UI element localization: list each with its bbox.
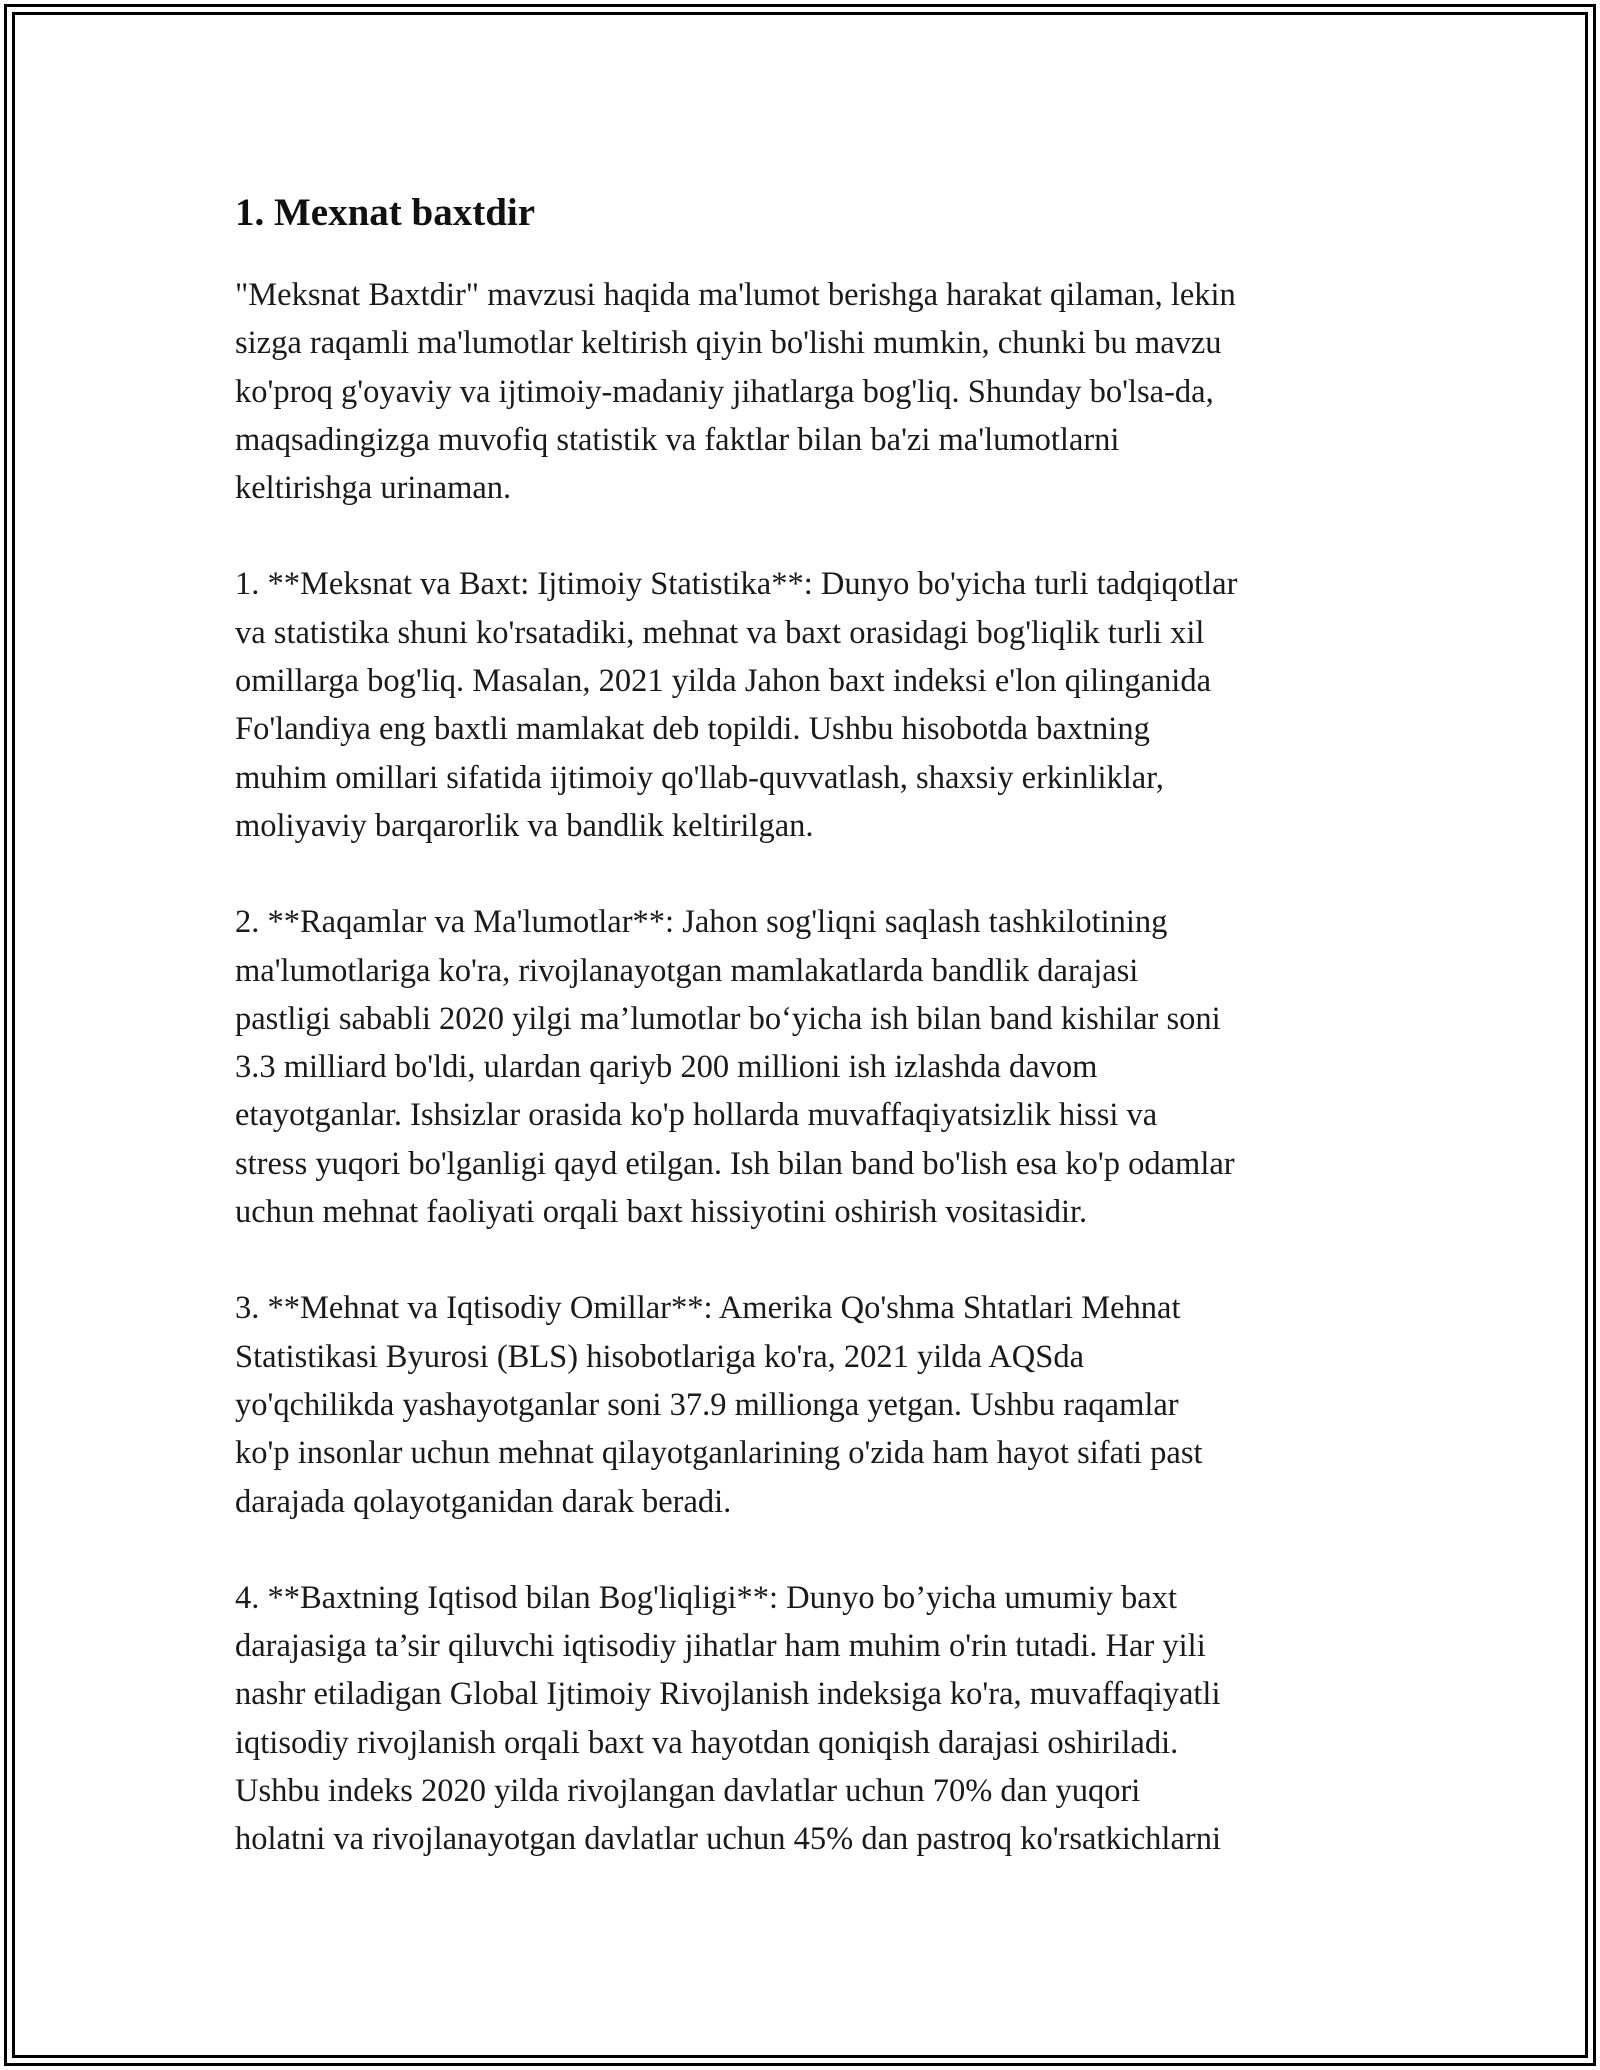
text-line: 3. **Mehnat va Iqtisodiy Omillar**: Amerika Qo'shma Shtatlari Mehnat <box>235 1290 1181 1327</box>
text-line: Fo'landiya eng baxtli mamlakat deb topildi. Ushbu hisobotda baxtning <box>235 711 1150 748</box>
paragraph-1 <box>235 560 1375 850</box>
text-line: holatni va rivojlanayotgan davlatlar uchun 45% dan pastroq ko'rsatkichlarni <box>235 1821 1221 1858</box>
text-line: etayotganlar. Ishsizlar orasida ko'p hollarda muvaffaqiyatsizlik hissi va <box>235 1097 1158 1134</box>
text-line: moliyaviy barqarorlik va bandlik keltirilgan. <box>235 807 814 844</box>
text-line: ko'proq g'oyaviy va ijtimoiy-madaniy jihatlarga bog'liq. Shunday bo'lsa-da, <box>235 373 1214 410</box>
text-line: 2. **Raqamlar va Ma'lumotlar**: Jahon sog'liqni saqlash tashkilotining <box>235 904 1168 941</box>
text-line: omillarga bog'liq. Masalan, 2021 yilda Jahon baxt indeksi e'lon qilinganida <box>235 663 1212 700</box>
text-line: 3.3 milliard bo'ldi, ulardan qariyb 200 millioni ish izlashda davom <box>235 1049 1098 1086</box>
text-line: Ushbu indeks 2020 yilda rivojlangan davlatlar uchun 70% dan yuqori <box>235 1773 1141 1810</box>
document-body <box>235 185 1375 1912</box>
paragraph-0 <box>235 271 1375 512</box>
paragraph-list <box>235 271 1375 1864</box>
text-line: maqsadingizga muvofiq statistik va faktlar bilan ba'zi ma'lumotlarni <box>235 421 1120 458</box>
text-line: Statistikasi Byurosi (BLS) hisobotlariga ko'ra, 2021 yilda AQSda <box>235 1338 1084 1375</box>
text-line: darajada qolayotganidan darak beradi. <box>235 1483 732 1520</box>
text-line: nashr etiladigan Global Ijtimoiy Rivojlanish indeksiga ko'ra, muvaffaqiyatli <box>235 1676 1221 1713</box>
paragraph-4 <box>235 1574 1375 1864</box>
text-line: ko'p insonlar uchun mehnat qilayotganlarining o'zida ham hayot sifati past <box>235 1435 1203 1472</box>
text-line: va statistika shuni ko'rsatadiki, mehnat va baxt orasidagi bog'liqlik turli xil <box>235 614 1205 651</box>
text-line: 1. **Meksnat va Baxt: Ijtimoiy Statistika**: Dunyo bo'yicha turli tadqiqotlar <box>235 566 1238 603</box>
document-title: 1. Mexnat baxtdir <box>235 191 536 234</box>
text-line: pastligi sababli 2020 yilgi ma’lumotlar bo‘yicha ish bilan band kishilar soni <box>235 1000 1221 1037</box>
text-line: darajasiga ta’sir qiluvchi iqtisodiy jihatlar ham muhim o'rin tutadi. Har yili <box>235 1628 1206 1665</box>
paragraph-2 <box>235 898 1375 1236</box>
text-line: yo'qchilikda yashayotganlar soni 37.9 millionga yetgan. Ushbu raqamlar <box>235 1386 1179 1423</box>
text-line: ma'lumotlariga ko'ra, rivojlanayotgan mamlakatlarda bandlik darajasi <box>235 952 1139 989</box>
text-line: uchun mehnat faoliyati orqali baxt hissiyotini oshirish vositasidir. <box>235 1194 1088 1231</box>
paragraph-3 <box>235 1284 1375 1525</box>
text-line: iqtisodiy rivojlanish orqali baxt va hayotdan qoniqish darajasi oshiriladi. <box>235 1724 1179 1761</box>
text-line: muhim omillari sifatida ijtimoiy qo'llab-quvvatlash, shaxsiy erkinliklar, <box>235 759 1164 796</box>
text-line: keltirishga urinaman. <box>235 470 512 507</box>
text-line: sizga raqamli ma'lumotlar keltirish qiyin bo'lishi mumkin, chunki bu mavzu <box>235 325 1222 362</box>
text-line: "Meksnat Baxtdir" mavzusi haqida ma'lumot berishga harakat qilaman, lekin <box>235 277 1236 313</box>
text-line: stress yuqori bo'lganligi qayd etilgan. Ish bilan band bo'lish esa ko'p odamlar <box>235 1145 1235 1182</box>
text-line: 4. **Baxtning Iqtisod bilan Bog'liqligi**: Dunyo bo’yicha umumiy baxt <box>235 1579 1177 1616</box>
